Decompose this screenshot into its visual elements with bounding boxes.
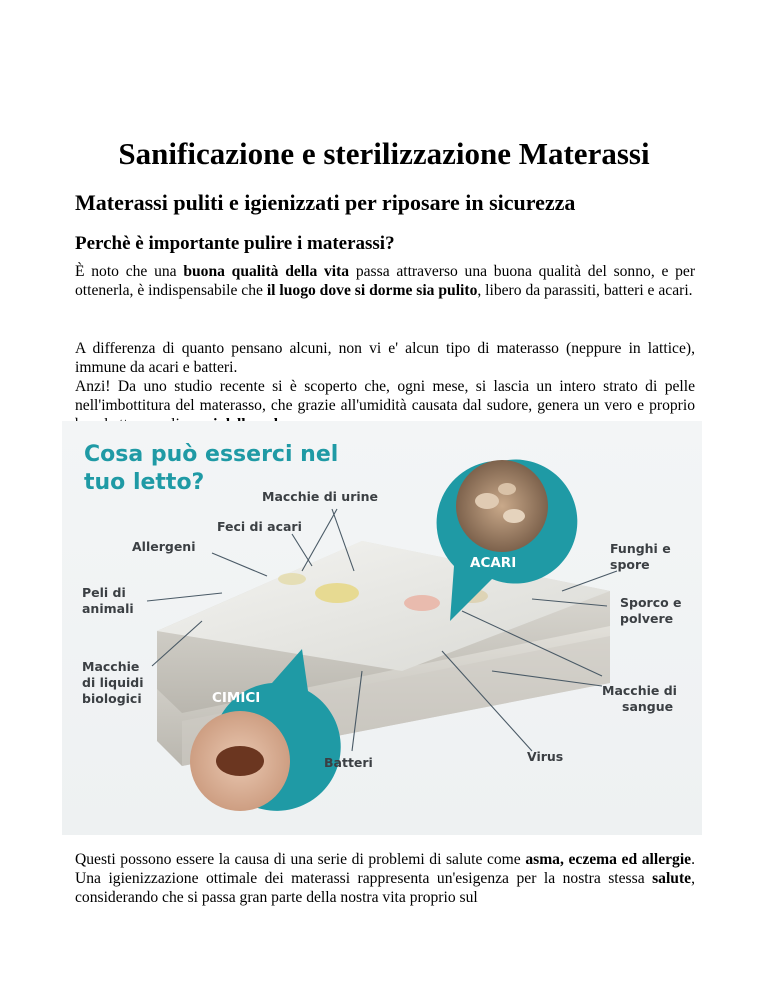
infographic-title-line1: Cosa può esserci nel xyxy=(84,442,339,467)
label-allergeni: Allergeni xyxy=(132,539,196,554)
page-subtitle: Materassi puliti e igienizzati per riposare in sicurezza xyxy=(75,190,576,215)
fluid-stain xyxy=(278,573,306,585)
mite-shape xyxy=(498,483,516,495)
text-run: passa attraverso una buona qualità del sonno, e per ottenerla, è indispensabile che xyxy=(75,263,696,299)
label-batteri: Batteri xyxy=(324,755,373,770)
mites-photo xyxy=(456,460,548,552)
label-feci: Feci di acari xyxy=(217,519,302,534)
acari-label: ACARI xyxy=(470,555,517,571)
infographic-svg xyxy=(62,421,702,835)
text-run: , considerando che si passa gran parte della nostra vita proprio sul xyxy=(75,870,695,906)
text-run: Anzi! Da uno studio recente si è scoperto che, ogni mese, si lascia un intero strato di pelle nell'imbottitura del materasso, che grazie all'umidità causata dal sudore, genera un vero e proprio xyxy=(75,378,695,414)
label-liquidi-3: biologici xyxy=(82,691,142,706)
label-virus: Virus xyxy=(527,749,564,764)
blood-stain xyxy=(404,595,440,611)
paragraph-health xyxy=(75,850,695,907)
text-run: È noto che una xyxy=(75,263,184,280)
label-funghi-1: Funghi e xyxy=(610,541,671,556)
paragraph-mattress xyxy=(75,339,695,434)
bold-run: salute xyxy=(652,870,692,887)
infographic-title-line2: tuo letto? xyxy=(84,470,205,495)
bold-run: il luogo dove si dorme sia pulito xyxy=(266,282,478,299)
text-run: , libero da parassiti, batteri e acari. xyxy=(477,282,693,299)
bold-run: asma, eczema ed allergie xyxy=(525,851,692,868)
label-liquidi-2: di liquidi xyxy=(82,675,144,690)
text-run: Questi possono essere la causa di una serie di problemi di salute come xyxy=(75,851,526,868)
mite-shape xyxy=(503,509,525,523)
label-sangue-1: Macchie di xyxy=(602,683,677,698)
text-run: A differenza di quanto pensano alcuni, non vi e' alcun tipo di materasso (neppure in lattice), immune da acari e batteri. xyxy=(75,340,695,376)
urine-stain xyxy=(315,583,359,603)
page-title: Sanificazione e sterilizzazione Materassi xyxy=(118,136,650,171)
label-urine: Macchie di urine xyxy=(262,489,379,504)
label-sporco-1: Sporco e xyxy=(620,595,682,610)
label-peli-2: animali xyxy=(82,601,134,616)
label-sangue-2: sangue xyxy=(622,699,674,714)
paragraph-intro xyxy=(75,262,695,300)
mite-shape xyxy=(475,493,499,509)
cimici-label: CIMICI xyxy=(212,690,261,706)
label-sporco-2: polvere xyxy=(620,611,674,626)
bold-run: buona qualità della vita xyxy=(183,263,350,280)
section-heading: Perchè è importante pulire i materassi? xyxy=(75,233,395,254)
label-funghi-2: spore xyxy=(610,557,650,572)
bedbug-shape xyxy=(216,746,264,776)
label-liquidi-1: Macchie xyxy=(82,659,140,674)
text-run: . Una igienizzazione ottimale dei materassi rappresenta un'esigenza per la nostra stessa xyxy=(75,851,695,887)
label-peli-1: Peli di xyxy=(82,585,126,600)
mattress-infographic xyxy=(62,421,702,835)
